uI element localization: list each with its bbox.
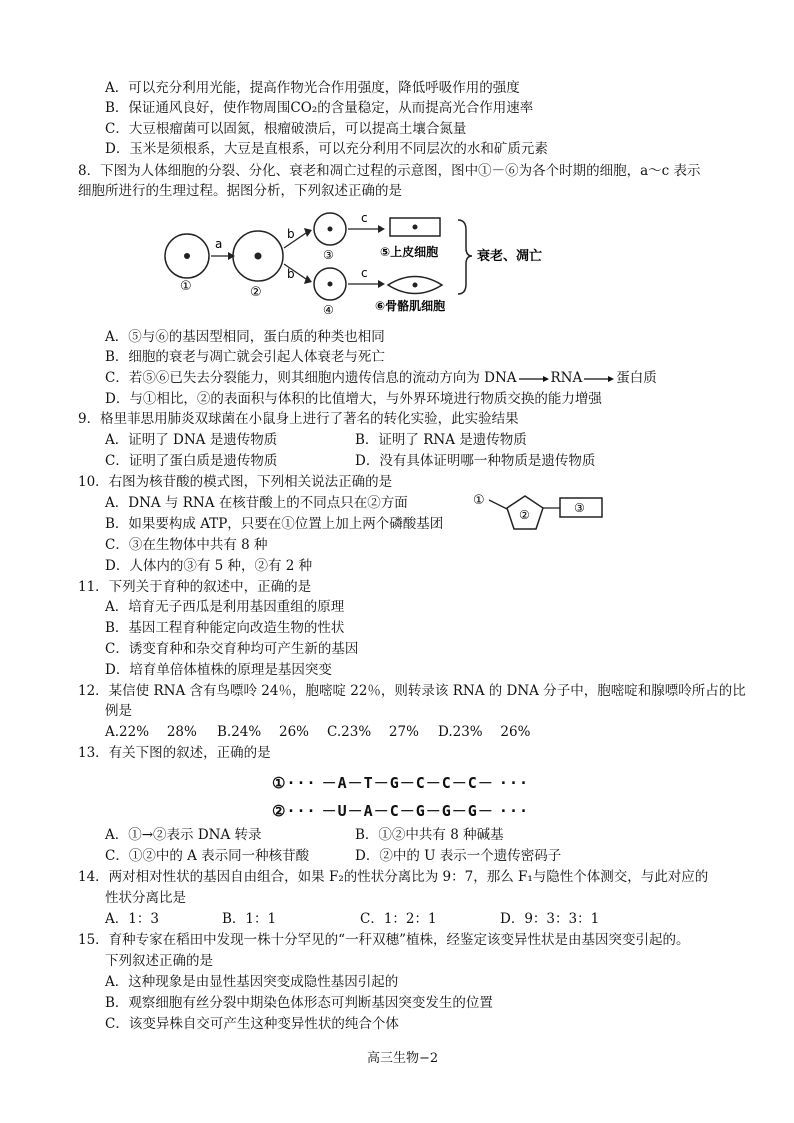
q9-option-b: B．证明了 RNA 是遗传物质 [355,432,527,448]
cell-3-label: ③ [323,248,334,262]
strand-2-sequence: －U－A－C－G－G－G－ [321,802,494,820]
cell-process-diagram [160,208,560,318]
q12-stem-cont: 例是 [105,703,132,719]
q15-option-c: C．该变异株自交可产生这种变异性状的纯合个体 [105,1016,399,1032]
q11-stem: 11．下列关于育种的叙述中，正确的是 [78,579,312,595]
q8-option-b: B．细胞的衰老与凋亡就会引起人体衰老与死亡 [105,349,385,365]
q10-option-b: B．如果要构成 ATP，只要在①位置上加上两个磷酸基团 [105,516,444,532]
q14-stem-cont: 性状分离比是 [105,890,186,906]
pentose-label: ② [519,508,530,522]
q9-stem: 9．格里菲思用肺炎双球菌在小鼠身上进行了著名的转化实验，此实验结果 [78,411,519,427]
q12-option-d: D.23% 26% [438,724,531,740]
q8-option-a: A．⑤与⑥的基因型相同，蛋白质的种类也相同 [105,329,385,345]
q14-option-b: B．1：1 [222,911,277,927]
brace [458,220,472,294]
strand-1-end: ··· [498,774,530,792]
q13-option-d: D．②中的 U 表示一个遗传密码子 [355,848,562,864]
q14-option-d: D．9：3：3：1 [500,911,600,927]
flow-rna: RNA [550,370,583,386]
phosphate-label: ① [473,493,485,508]
cell-6-label: ⑥骨骼肌细胞 [375,299,446,313]
aging-apoptosis-label: 衰老、凋亡 [477,249,543,264]
flow-arrow-2 [582,374,616,384]
q12-stem: 12．某信使 RNA 含有鸟嘌呤 24％，胞嘧啶 22％，则转录该 RNA 的 DNA 分子中，胞嘧啶和腺嘌呤所占的比 [78,683,746,699]
base-label: ③ [574,501,585,515]
cell-1-label: ① [180,279,192,294]
q9-option-c: C．证明了蛋白质是遗传物质 [105,453,278,469]
strand-1-sequence: －A－T－G－C－C－C－ [321,774,494,792]
q7-option-b: B．保证通风良好，使作物周围CO₂的含量稳定，从而提高光合作用速率 [105,100,534,116]
q10-option-a: A．DNA 与 RNA 在核苷酸上的不同点只在②方面 [105,495,408,511]
q12-option-c: C.23% 27% [327,724,419,740]
arrow-c-down-head [378,280,385,288]
q9-option-d: D．没有具体证明哪一种物质是遗传物质 [355,453,596,469]
q11-option-b: B．基因工程育种能定向改造生物的性状 [105,620,345,636]
cell-2-label: ② [250,285,262,300]
q10-stem: 10．右图为核苷酸的模式图，下列相关说法正确的是 [78,474,393,490]
flow-arrow-1 [517,374,551,384]
q12-option-b: B.24% 26% [217,724,310,740]
cell-6-nucleus [413,283,418,288]
arrow-b-down-head [304,275,312,284]
cell-4-label: ④ [323,303,334,317]
cell-1-nucleus [184,253,190,259]
process-b-label-2: b [287,267,295,281]
q8-option-d: D．与①相比，②的表面积与体积的比值增大，与外界环境进行物质交换的能力增强 [105,391,602,407]
q7-option-d: D．玉米是须根系，大豆是直根系，可以充分利用不同层次的水和矿质元素 [105,141,548,157]
cell-5-nucleus [413,225,418,230]
q14-option-c: C．1：2：1 [360,911,437,927]
q9-option-a: A．证明了 DNA 是遗传物质 [105,432,278,448]
q15-option-a: A．这种现象是由显性基因突变成隐性基因引起的 [105,974,399,990]
q15-stem: 15．育种专家在稻田中发现一株十分罕见的“一秆双穗”植株，经鉴定该变异性状是由基因突变引起的。 [78,932,690,948]
q13-stem: 13．有关下图的叙述，正确的是 [78,745,271,761]
q11-option-a: A．培育无子西瓜是利用基因重组的原理 [105,599,345,615]
q8-stem-cont: 细胞所进行的生理过程。据图分析，下列叙述正确的是 [78,183,402,199]
strand-2-end: ··· [498,802,530,820]
phosphate-bond [489,500,507,509]
q7-option-a: A．可以充分利用光能，提高作物光合作用强度，降低呼吸作用的强度 [105,80,520,96]
strand-1 [272,772,529,793]
process-a-label: a [215,237,223,251]
q13-option-b: B．①②中共有 8 种碱基 [355,827,504,843]
q8-stem: 8．下图为人体细胞的分裂、分化、衰老和凋亡过程的示意图，图中①－⑥为各个时期的细胞，a～c 表示 [78,163,701,179]
process-b-label-1: b [287,227,295,241]
cell-2-nucleus [255,253,262,260]
q13-option-c: C．①②中的 A 表示同一种核苷酸 [105,848,310,864]
cell-3-nucleus [328,227,333,232]
strand-1-label: ①··· [272,774,317,792]
q8-option-c [105,369,657,387]
q10-option-c: C．③在生物体中共有 8 种 [105,537,268,553]
q14-stem: 14．两对相对性状的基因自由组合，如果 F₂的性状分离比为 9：7，那么 F₁与隐性个体测交，与此对应的 [78,869,709,885]
q7-option-c: C．大豆根瘤菌可以固氮，根瘤破溃后，可以提高土壤合氮量 [105,121,467,137]
arrow-a-head [228,252,235,260]
cell-5-label: ⑤上皮细胞 [380,245,439,259]
process-c-label-1: c [361,211,368,225]
q12-option-a: A.22% 28% [105,724,197,740]
strand-2 [272,800,529,821]
q11-option-c: C．诱变育种和杂交育种均可产生新的基因 [105,641,359,657]
q14-option-a: A．1：3 [105,911,159,927]
strand-2-label: ②··· [272,802,317,820]
page-footer: 高三生物−2 [367,1051,439,1066]
q15-stem-cont: 下列叙述正确的是 [105,953,213,969]
q15-option-b: B．观察细胞有丝分裂中期染色体形态可判断基因突变发生的位置 [105,995,493,1011]
q11-option-d: D．培育单倍体植株的原理是基因突变 [105,662,332,678]
process-c-label-2: c [361,266,368,280]
q10-option-d: D．人体内的③有 5 种，②有 2 种 [105,558,313,574]
q8-option-c-text: C．若⑤⑥已失去分裂能力，则其细胞内遗传信息的流动方向为 DNA [105,370,517,386]
flow-protein: 蛋白质 [616,370,657,386]
cell-4-nucleus [328,282,333,287]
q13-option-a: A．①→②表示 DNA 转录 [105,827,262,843]
arrow-b-up-head [304,228,312,237]
nucleotide-diagram [470,487,620,537]
arrow-c-up-head [378,225,385,233]
